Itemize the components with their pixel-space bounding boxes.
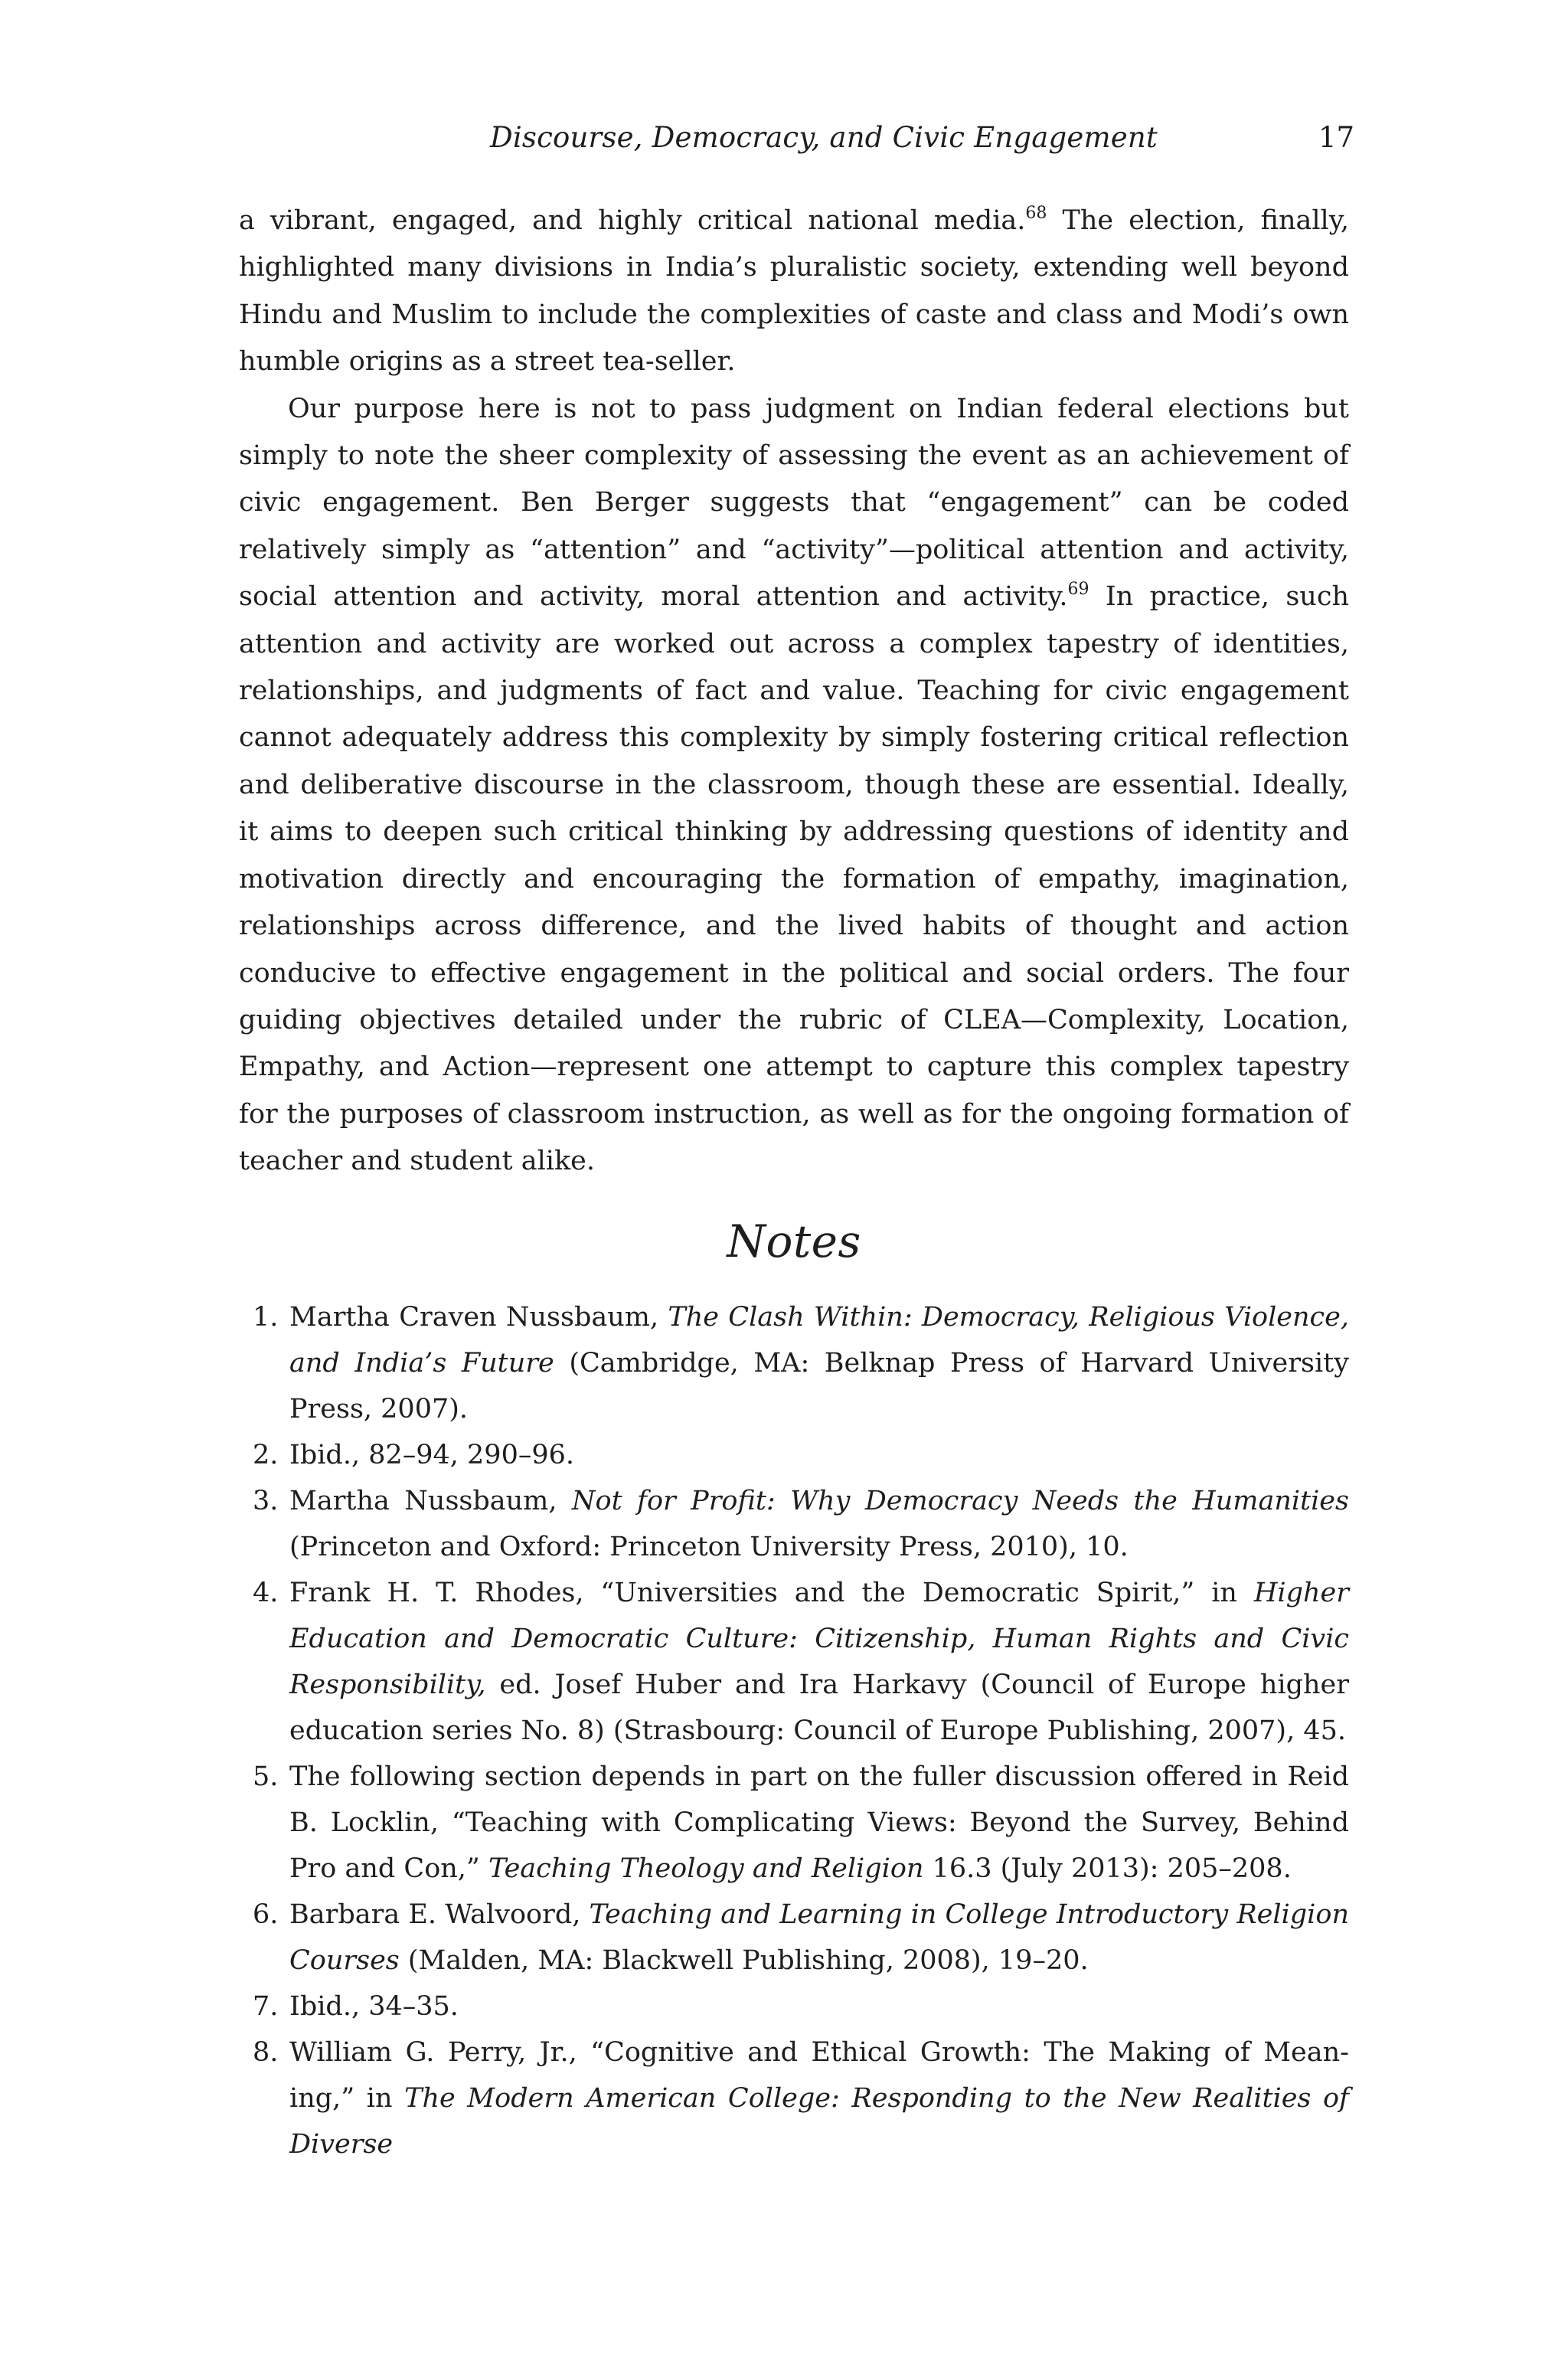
note-text: The following section depends in part on the fuller discussion offered in Reid B. Locklin, “Teaching with Complicating Views: Beyond the Survey, Behind Pro and Con,” bbox=[289, 1761, 1349, 1884]
note-number: 4. bbox=[253, 1578, 279, 1608]
notes-heading: Notes bbox=[727, 1215, 861, 1267]
running-head: Discourse, Democracy, and Civic Engagement bbox=[490, 121, 1158, 154]
note-text: Martha Nussbaum, bbox=[289, 1486, 572, 1516]
note-text-tail: (Princeton and Oxford: Princeton University Press, 2010), 10. bbox=[289, 1532, 1129, 1562]
note-title: Teaching and Learning in College Introductory Religion Courses bbox=[289, 1899, 1349, 1976]
note-text: Barbara E. Walvoord, bbox=[289, 1899, 590, 1930]
note-text-tail: (Malden, MA: Blackwell Publishing, 2008), 19–20. bbox=[399, 1945, 1089, 1976]
note-text: Martha Craven Nussbaum, bbox=[289, 1302, 668, 1333]
note-text-tail: ed. Josef Huber and Ira Harkavy (Council of Europe higher education series No. 8) (Strasbourg: Council of Europe Publishing, 2007), 45. bbox=[289, 1670, 1349, 1746]
note-number: 6. bbox=[253, 1899, 279, 1930]
note-number: 5. bbox=[253, 1761, 279, 1792]
note-text: Ibid., 82–94, 290–96. bbox=[289, 1440, 574, 1470]
paragraph-1-text-b: The election, finally, highlighted many divisions in India’s pluralistic society, extending well beyond Hindu and Muslim to include the complexities of caste and class and Modi’s own humble origins as a street tea-seller. bbox=[239, 205, 1349, 378]
paragraph-1 bbox=[239, 198, 1349, 386]
note-4 bbox=[239, 1570, 1349, 1754]
note-7 bbox=[239, 1984, 1349, 2029]
note-title: Not for Profit: Why Democracy Needs the Humanities bbox=[571, 1486, 1349, 1516]
note-5 bbox=[239, 1754, 1349, 1892]
note-text-tail: 16.3 (July 2013): 205–208. bbox=[923, 1853, 1292, 1884]
note-number: 1. bbox=[253, 1302, 279, 1333]
note-2 bbox=[239, 1432, 1349, 1478]
note-title: Higher Education and Democratic Culture: Citizenship, Human Rights and Civic Responsibility, bbox=[289, 1578, 1349, 1700]
note-text: William G. Perry, Jr., “Cognitive and Ethical Growth: The Making of Meaning,” in bbox=[289, 2037, 1349, 2114]
note-number: 8. bbox=[253, 2037, 279, 2068]
note-text-tail: (Cambridge, MA: Belknap Press of Harvard University Press, 2007). bbox=[289, 1348, 1349, 1424]
paragraph-1-text-a: a vibrant, engaged, and highly critical national media. bbox=[239, 205, 1026, 236]
notes-list bbox=[239, 1294, 1349, 2167]
paragraph-2-text-a: Our purpose here is not to pass judgment on Indian federal elections but simply to note the sheer complexity of assessing the event as an achievement of civic engagement. Ben Berger suggests that “engagement” can be coded relatively simply as “attention” and “activity”—political attention and activity, social attention and activity, moral attention and activity. bbox=[239, 393, 1349, 613]
note-title: The Modern American College: Responding to the New Realities of Diverse bbox=[289, 2083, 1350, 2160]
note-8 bbox=[239, 2029, 1349, 2167]
note-3 bbox=[239, 1478, 1349, 1570]
body-text bbox=[239, 198, 1349, 1186]
note-number: 7. bbox=[253, 1991, 279, 2022]
note-title: The Clash Within: Democracy, Religious Violence, and India’s Future bbox=[289, 1302, 1350, 1379]
paragraph-2 bbox=[239, 386, 1349, 1186]
note-6 bbox=[239, 1892, 1349, 1984]
page-number: 17 bbox=[1318, 121, 1355, 154]
footnote-ref-68: 68 bbox=[1025, 204, 1047, 223]
note-number: 2. bbox=[253, 1440, 279, 1470]
note-1 bbox=[239, 1294, 1349, 1432]
paragraph-2-text-b: In practice, such attention and activity are worked out across a complex tapestry of identities, relationships, and judgments of fact and value. Teaching for civic engagement cannot adequately address this complexity by simply fostering critical reflection and deliberative discourse in the classroom, though these are essential. Ideally, it aims to deepen such critical thinking by addressing questions of identity and motivation directly and encouraging the formation of empathy, imagination, relationships across difference, and the lived habits of thought and action conducive to effective engagement in the political and social orders. The four guiding objectives detailed under the rubric of CLEA—Complexity, Location, Empathy, and Action—represent one attempt to capture this complex tapestry for the purposes of classroom instruction, as well as for the ongoing formation of teacher and student alike. bbox=[239, 581, 1349, 1177]
note-text: Ibid., 34–35. bbox=[289, 1991, 459, 2022]
note-text: Frank H. T. Rhodes, “Universities and the Democratic Spirit,” in bbox=[289, 1578, 1254, 1608]
note-number: 3. bbox=[253, 1486, 279, 1516]
footnote-ref-69: 69 bbox=[1067, 580, 1089, 600]
note-title: Teaching Theology and Religion bbox=[488, 1853, 924, 1884]
